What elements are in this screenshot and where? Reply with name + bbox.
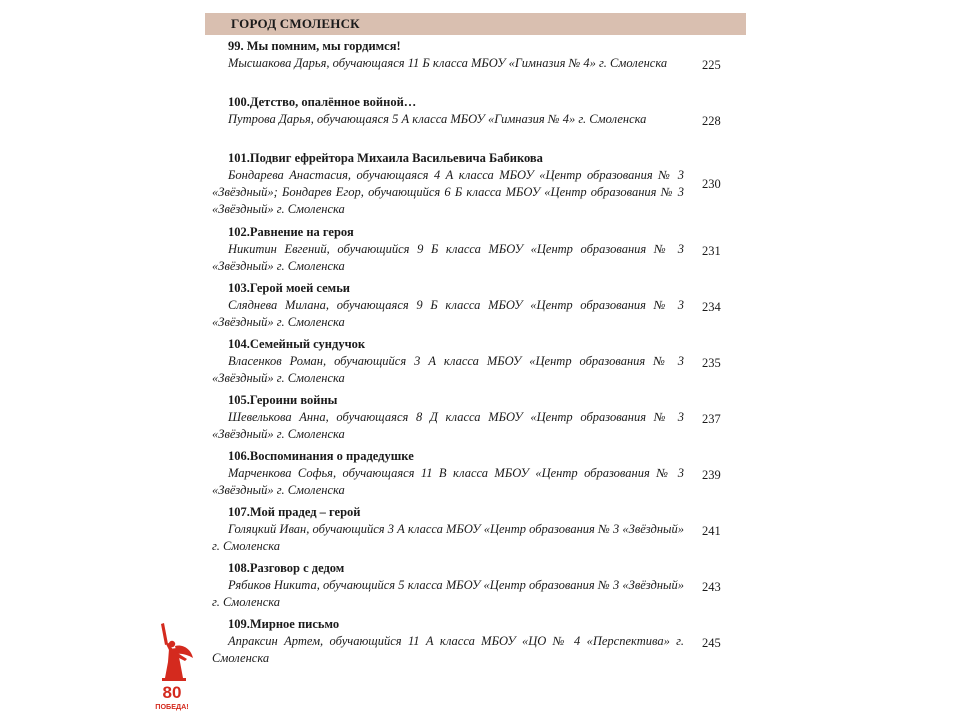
toc-entry <box>212 336 732 392</box>
entry-author: Никитин Евгений, обучающийся 9 Б класса МБОУ «Центр образования № 3 «Звёздный» г. Смоленска <box>212 242 684 273</box>
entry-title: 107.Мой прадед – герой <box>228 505 361 519</box>
entry-author: Шевелькова Анна, обучающаяся 8 Д класса МБОУ «Центр образования № 3 «Звёздный» г. Смоленска <box>212 410 684 441</box>
entry-page-number: 228 <box>702 114 721 128</box>
entry-author: Голяцкий Иван, обучающийся 3 А класса МБОУ «Центр образования № 3 «Звёздный» г. Смоленска <box>212 522 684 553</box>
section-header <box>205 13 746 35</box>
entry-title: 109.Мирное письмо <box>228 617 340 631</box>
entry-page-number: 245 <box>702 636 721 650</box>
entry-title: 105.Героини войны <box>228 393 338 407</box>
logo-text: ПОБЕДА! <box>155 702 189 711</box>
entry-author: Мысшакова Дарья, обучающаяся 11 Б класса МБОУ «Гимназия № 4» г. Смоленска <box>228 56 668 70</box>
toc-entry <box>212 616 732 672</box>
section-title: ГОРОД СМОЛЕНСК <box>231 16 360 31</box>
toc-entry <box>212 504 732 560</box>
toc-entry <box>212 150 732 224</box>
logo-number: 80 <box>162 683 182 702</box>
toc-entry <box>212 448 732 504</box>
toc-entry <box>212 94 732 150</box>
entry-title: 103.Герой моей семьи <box>228 281 351 295</box>
entry-page-number: 234 <box>702 300 721 314</box>
entry-page-number: 237 <box>702 412 721 426</box>
entry-title: 100.Детство, опалённое войной… <box>228 95 417 109</box>
entry-page-number: 241 <box>702 524 721 538</box>
entry-title: 106.Воспоминания о прадедушке <box>228 449 414 463</box>
entry-author: Путрова Дарья, обучающаяся 5 А класса МБОУ «Гимназия № 4» г. Смоленска <box>228 112 647 126</box>
entry-author: Сляднева Милана, обучающаяся 9 Б класса МБОУ «Центр образования № 3 «Звёздный» г. Смоленска <box>212 298 684 329</box>
entry-author: Власенков Роман, обучающийся 3 А класса МБОУ «Центр образования № 3 «Звёздный» г. Смоленска <box>212 354 684 385</box>
entry-page-number: 243 <box>702 580 721 594</box>
entry-title: 101.Подвиг ефрейтора Михаила Васильевича Бабикова <box>228 151 543 165</box>
toc-entry <box>212 392 732 448</box>
entry-page-number: 230 <box>702 177 721 191</box>
entry-page-number: 239 <box>702 468 721 482</box>
toc-entry <box>212 280 732 336</box>
entry-author: Бондарева Анастасия, обучающаяся 4 А класса МБОУ «Центр образования № 3 «Звёздный»; Бондарев Егор, обучающийся 6 Б класса МБОУ «Центр образования № 3 «Звёздный» г. Смоленска <box>212 168 684 216</box>
entry-author: Рябиков Никита, обучающийся 5 класса МБОУ «Центр образования № 3 «Звёздный» г. Смоленска <box>212 578 684 609</box>
victory-80-logo <box>150 622 194 712</box>
toc-list <box>212 38 732 672</box>
motherland-monument-icon <box>161 623 193 681</box>
entry-author: Марченкова Софья, обучающаяся 11 В класса МБОУ «Центр образования № 3 «Звёздный» г. Смоленска <box>212 466 684 497</box>
toc-entry <box>212 224 732 280</box>
entry-title: 99. Мы помним, мы гордимся! <box>228 39 401 53</box>
entry-page-number: 225 <box>702 58 721 72</box>
entry-title: 102.Равнение на героя <box>228 225 354 239</box>
entry-page-number: 235 <box>702 356 721 370</box>
entry-title: 104.Семейный сундучок <box>228 337 366 351</box>
entry-page-number: 231 <box>702 244 721 258</box>
entry-title: 108.Разговор с дедом <box>228 561 345 575</box>
toc-entry <box>212 38 732 94</box>
toc-entry <box>212 560 732 616</box>
entry-author: Апраксин Артем, обучающийся 11 А класса МБОУ «ЦО № 4 «Перспектива» г. Смоленска <box>212 634 684 665</box>
